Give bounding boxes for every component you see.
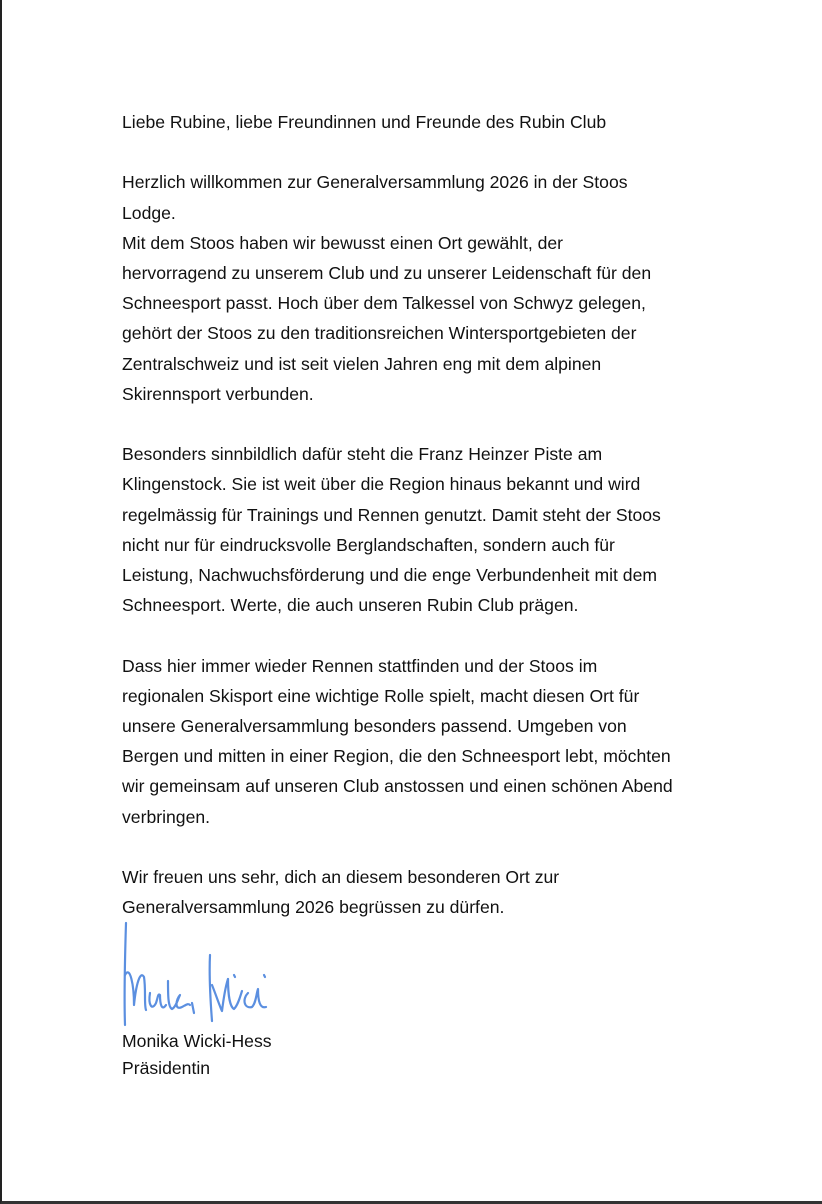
signer-name: Monika Wicki-Hess <box>122 1031 272 1051</box>
paragraph-line: Besonders sinnbildlich dafür steht die Franz Heinzer Piste am <box>122 444 603 465</box>
handwritten-signature <box>116 915 276 1035</box>
paragraph-line: Skirennsport verbunden. <box>122 383 314 404</box>
paragraph-line: Dass hier immer wieder Rennen stattfinden und der Stoos im <box>122 655 598 676</box>
paragraph-line: Klingenstock. Sie ist weit über die Region hinaus bekannt und wird <box>122 474 641 495</box>
signature-block <box>122 1028 272 1082</box>
signer-title: Präsidentin <box>122 1058 211 1078</box>
paragraph-line: verbringen. <box>122 806 211 827</box>
paragraph-line: Mit dem Stoos haben wir bewusst einen Ort gewählt, der <box>122 232 564 253</box>
letter-body <box>122 107 762 922</box>
paragraph-line: Schneesport passt. Hoch über dem Talkessel von Schwyz gelegen, <box>122 293 646 314</box>
paragraph-line: nicht nur für eindrucksvolle Berglandschaften, sondern auch für <box>122 534 615 555</box>
paragraph-line: unsere Generalversammlung besonders passend. Umgeben von <box>122 716 627 737</box>
welcome-line: Lodge. <box>122 202 176 223</box>
paragraph-line: gehört der Stoos zu den traditionsreichen Wintersportgebieten der <box>122 323 637 344</box>
paragraph-line: regionalen Skisport eine wichtige Rolle spielt, macht diesen Ort für <box>122 685 640 706</box>
paragraph-line: Bergen und mitten in einer Region, die den Schneesport lebt, möchten <box>122 746 671 767</box>
welcome-line: Herzlich willkommen zur Generalversammlung 2026 in der Stoos <box>122 172 628 193</box>
closing-line: Wir freuen uns sehr, dich an diesem besonderen Ort zur <box>122 867 560 888</box>
paragraph-line: Zentralschweiz und ist seit vielen Jahren eng mit dem alpinen <box>122 353 602 374</box>
paragraph-line: regelmässig für Trainings und Rennen genutzt. Damit steht der Stoos <box>122 504 661 525</box>
paragraph-line: Schneesport. Werte, die auch unseren Rubin Club prägen. <box>122 595 579 616</box>
paragraph-line: Leistung, Nachwuchsförderung und die enge Verbundenheit mit dem <box>122 565 658 586</box>
salutation: Liebe Rubine, liebe Freundinnen und Freunde des Rubin Club <box>122 112 607 132</box>
paragraph-line: wir gemeinsam auf unseren Club anstossen und einen schönen Abend <box>122 776 673 797</box>
paragraph-line: hervorragend zu unserem Club und zu unserer Leidenschaft für den <box>122 263 652 283</box>
closing-line: Generalversammlung 2026 begrüssen zu dürfen. <box>122 897 505 918</box>
